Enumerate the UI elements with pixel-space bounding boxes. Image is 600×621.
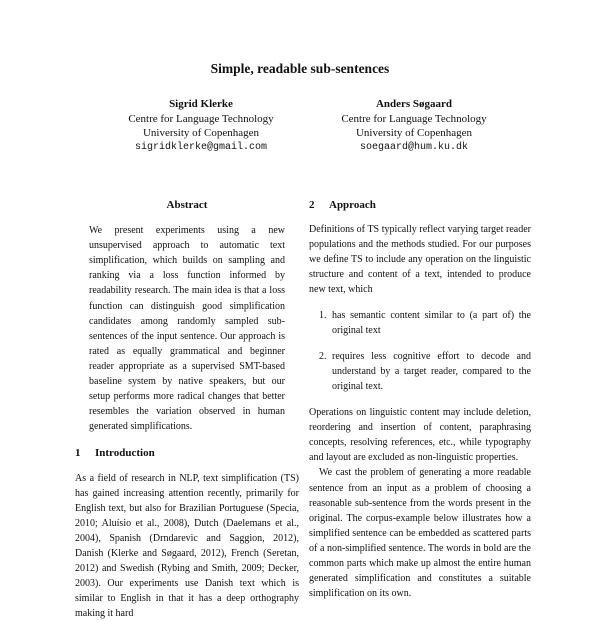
author-institution: University of Copenhagen <box>314 126 514 141</box>
approach-paragraph: Definitions of TS typically reflect varying target reader populations and the methods studied. For our purposes we define TS to include any operation on the linguistic structure and content of a text, intended to produce new text, which <box>309 222 531 297</box>
abstract-text: We present experiments using a new unsupervised approach to automatic text simplification, which builds on sampling and ranking via a loss function informed by readability research. The main idea is that a loss function can distinguish good simplification candidates among randomly sampled sub-sentences of the input sentence. Our approach is rated as equally grammatical and beginner reader appropriate as a supervised SMT-based baseline system by native speakers, but our setup performs more radical changes that better resembles the variation observed in human generated simplifications. <box>89 223 285 434</box>
author-name: Sigrid Klerke <box>101 97 301 112</box>
section-heading-approach <box>309 198 531 213</box>
author-email: sigridklerke@gmail.com <box>101 141 301 156</box>
list-item <box>309 349 531 394</box>
list-item <box>309 308 531 338</box>
section-title: Introduction <box>95 447 155 459</box>
approach-paragraph: Operations on linguistic content may include deletion, reordering and insertion of content, paraphrasing concepts, resolving references, etc., while typography and layout are excluded as non-linguistic properties. <box>309 405 531 465</box>
author-affiliation: Centre for Language Technology <box>314 112 514 127</box>
abstract-heading: Abstract <box>75 198 299 213</box>
author-affiliation: Centre for Language Technology <box>101 112 301 127</box>
author-name: Anders Søgaard <box>314 97 514 112</box>
paper-title: Simple, readable sub-sentences <box>0 61 600 77</box>
list-number: 2. <box>319 349 327 364</box>
right-column <box>309 198 531 601</box>
definition-list <box>309 308 531 394</box>
section-heading-introduction <box>75 446 299 461</box>
author-block <box>314 97 514 155</box>
section-number: 2 <box>309 198 329 213</box>
section-number: 1 <box>75 446 95 461</box>
author-email: soegaard@hum.ku.dk <box>314 141 514 156</box>
author-block <box>101 97 301 155</box>
approach-paragraph: We cast the problem of generating a more readable sentence from an input as a problem of choosing a reasonable sub-sentence from the words present in the original. The corpus-example below illustrates how a simplified sentence can be embedded as scattered parts of a non-simplified sentence. The words in bold are the common parts which make up almost the entire human generated simplification and constitutes a suitable simplification on its own. <box>309 465 531 601</box>
introduction-text: As a field of research in NLP, text simplification (TS) has gained increasing attention recently, primarily for English text, but also for Brazilian Portuguese (Specia, 2010; Aluísio et al., 2008), Dutch (Daelemans et al., 2004), Spanish (Drndarevic and Saggion, 2012), Danish (Klerke and Søgaard, 2012), French (Seretan, 2012) and Swedish (Rybing and Smith, 2009; Decker, 2003). Our experiments use Danish text which is similar to English in that it has a deep orthography making it hard <box>75 471 299 621</box>
list-number: 1. <box>319 308 327 323</box>
section-title: Approach <box>329 199 376 211</box>
list-text: requires less cognitive effort to decode and understand by a target reader, compared to the original text. <box>332 351 531 392</box>
left-column <box>75 198 299 621</box>
list-text: has semantic content similar to (a part of) the original text <box>332 310 531 336</box>
author-institution: University of Copenhagen <box>101 126 301 141</box>
